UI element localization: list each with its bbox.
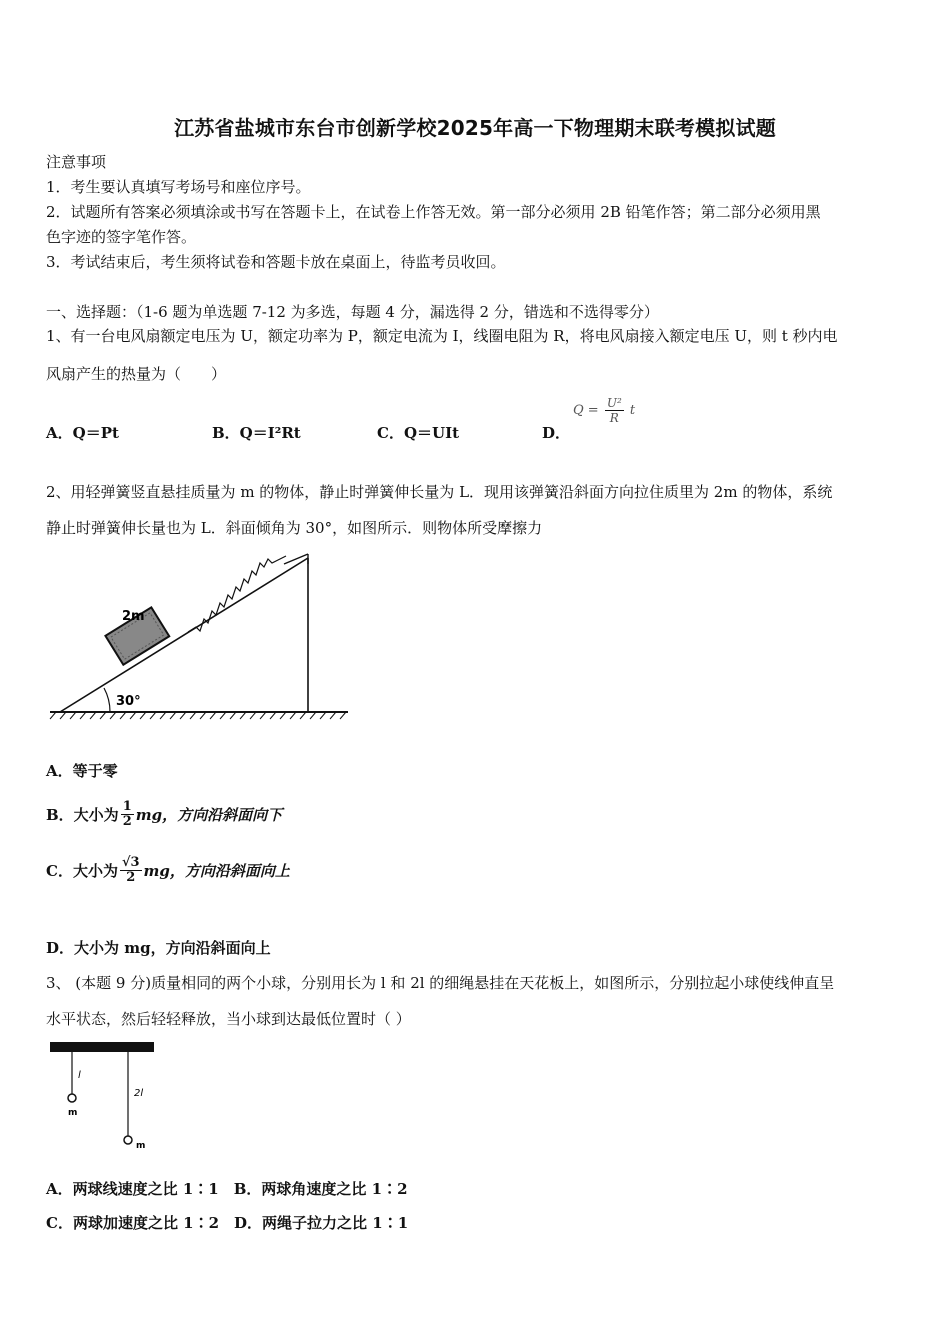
q2-option-a: A．等于零 <box>46 762 118 780</box>
q2-stem-line1: 2、用轻弹簧竖直悬挂质量为 m 的物体，静止时弹簧伸长量为 L．现用该弹簧沿斜面方向拉住质里为 2m 的物体，系统 <box>46 483 833 501</box>
long-length-label: 2l <box>134 1088 144 1099</box>
ball-short <box>68 1094 76 1102</box>
q1-stem-line1: 1、有一台电风扇额定电压为 U，额定功率为 P，额定电流为 I，线圈电阻为 R，将电风扇接入额定电压 U，则 t 秒内电 <box>46 327 838 345</box>
q1-option-c: C．Q＝UIt <box>377 424 460 442</box>
q1-option-b: B．Q＝I²Rt <box>212 424 301 442</box>
q1-option-a: A．Q＝Pt <box>46 424 119 442</box>
q2-stem-line2: 静止时弹簧伸长量也为 L．斜面倾角为 30°，如图所示．则物体所受摩擦力 <box>46 519 543 537</box>
q1-option-d-formula: Q = $\frac{\text{U²}}{R}$ t <box>573 396 636 425</box>
page-title: 江苏省盐城市东台市创新学校2025年高一下物理期末联考模拟试题 <box>174 116 776 140</box>
short-length-label: l <box>78 1070 81 1081</box>
notice-item-2-cont: 色字迹的签字笔作答。 <box>46 228 197 246</box>
angle-label: 30° <box>116 694 141 709</box>
incline-figure <box>46 550 352 722</box>
q3-options-row1: A．两球线速度之比 1∶1 B．两球角速度之比 1∶2 <box>46 1180 408 1198</box>
q3-options-row2: C．两球加速度之比 1∶2 D．两绳子拉力之比 1∶1 <box>46 1214 409 1232</box>
mass-label-2: m <box>136 1141 146 1151</box>
pendulum-figure <box>46 1040 158 1152</box>
ceiling <box>50 1042 154 1052</box>
q1-stem-line2: 风扇产生的热量为（ ） <box>46 365 227 383</box>
q3-stem-line2: 水平状态，然后轻轻释放，当小球到达最低位置时（ ） <box>46 1010 411 1028</box>
q2-option-d: D．大小为 mg，方向沿斜面向上 <box>46 939 271 957</box>
q2-option-b: B．大小为 $\frac{1}{2}$ mg，方向沿斜面向下 <box>46 799 283 829</box>
ball-long <box>124 1136 132 1144</box>
spring <box>188 556 286 632</box>
section-heading: 一、选择题：（1-6 题为单选题 7-12 为多选，每题 4 分，漏选得 2 分，错选和不选得零分） <box>46 303 659 321</box>
notice-item-2: 2．试题所有答案必须填涂或书写在答题卡上，在试卷上作答无效。第一部分必须用 2B 铅笔作答；第二部分必须用黑 <box>46 203 821 221</box>
notice-item-3: 3．考试结束后，考生须将试卷和答题卡放在桌面上，待监考员收回。 <box>46 253 506 271</box>
notice-item-1: 1．考生要认真填写考场号和座位序号。 <box>46 178 311 196</box>
q2-option-c: C．大小为 $\frac{√3}{2}$ mg，方向沿斜面向上 <box>46 855 290 885</box>
notice-heading: 注意事项 <box>46 153 107 171</box>
q1-option-d-label: D． <box>542 424 571 442</box>
mass-label-1: m <box>68 1108 78 1118</box>
q3-stem-line1: 3、 (本题 9 分)质量相同的两个小球，分别用长为 l 和 2l 的细绳悬挂在天花板上，如图所示，分别拉起小球使线伸直呈 <box>46 974 835 992</box>
mass-label: 2m <box>122 609 145 624</box>
